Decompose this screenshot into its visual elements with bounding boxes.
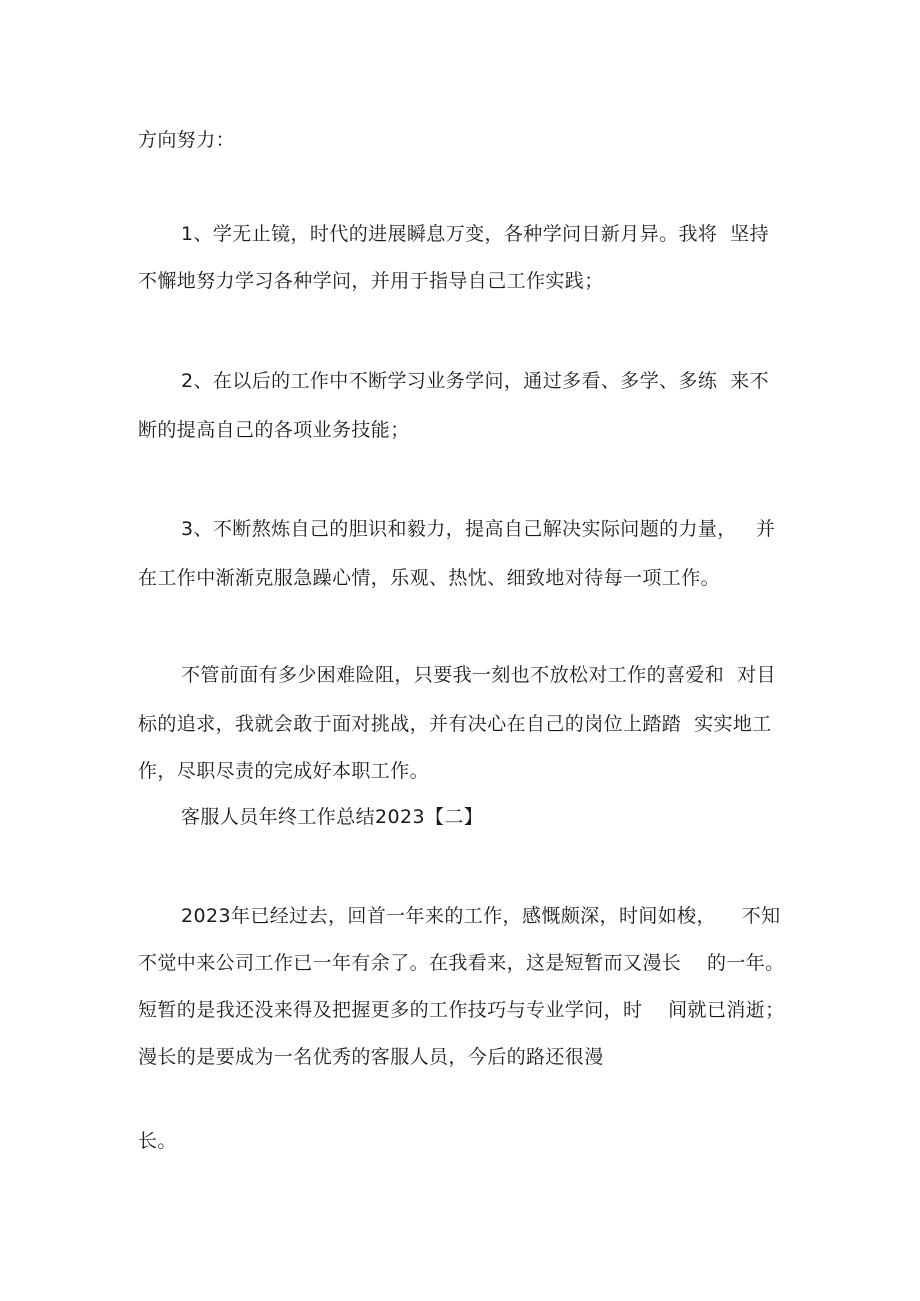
item-3-line-2: 在工作中渐渐克服急躁心情，乐观、热忱、细致地对待每一项工作。 <box>138 567 721 589</box>
section-title: 客服人员年终工作总结2023【二】 <box>181 806 484 828</box>
summary-line-5: 长。 <box>138 1130 177 1152</box>
summary-line-3: 短暂的是我还没来得及把握更多的工作技巧与专业学问，时 间就已消逝； <box>138 999 785 1021</box>
item-1-line-1: 1、学无止镜，时代的进展瞬息万变，各种学问日新月异。我将 坚持 <box>181 223 769 245</box>
closing-line-2: 标的追求，我就会敢于面对挑战，并有决心在自己的岗位上踏踏 实实地工 <box>138 713 772 735</box>
item-1-line-2: 不懈地努力学习各种学问，并用于指导自己工作实践； <box>138 270 604 292</box>
item-2-line-2: 断的提高自己的各项业务技能； <box>138 419 410 441</box>
closing-line-3: 作，尽职尽责的完成好本职工作。 <box>138 760 430 782</box>
item-2-line-1: 2、在以后的工作中不断学习业务学问，通过多看、多学、多练 来不 <box>181 370 769 392</box>
closing-line-1: 不管前面有多少困难险阻，只要我一刻也不放松对工作的喜爱和 对目 <box>181 664 776 686</box>
summary-line-2: 不觉中来公司工作已一年有余了。在我看来，这是短暂而又漫长 的一年。 <box>138 952 785 974</box>
summary-line-1: 2023年已经过去，回首一年来的工作，感慨颇深，时间如梭， 不知 <box>181 905 781 927</box>
intro-line: 方向努力： <box>138 129 236 151</box>
item-3-line-1: 3、不断熬炼自己的胆识和毅力，提高自己解决实际问题的力量， 并 <box>181 518 776 540</box>
summary-line-4: 漫长的是要成为一名优秀的客服人员，今后的路还很漫 <box>138 1046 604 1068</box>
